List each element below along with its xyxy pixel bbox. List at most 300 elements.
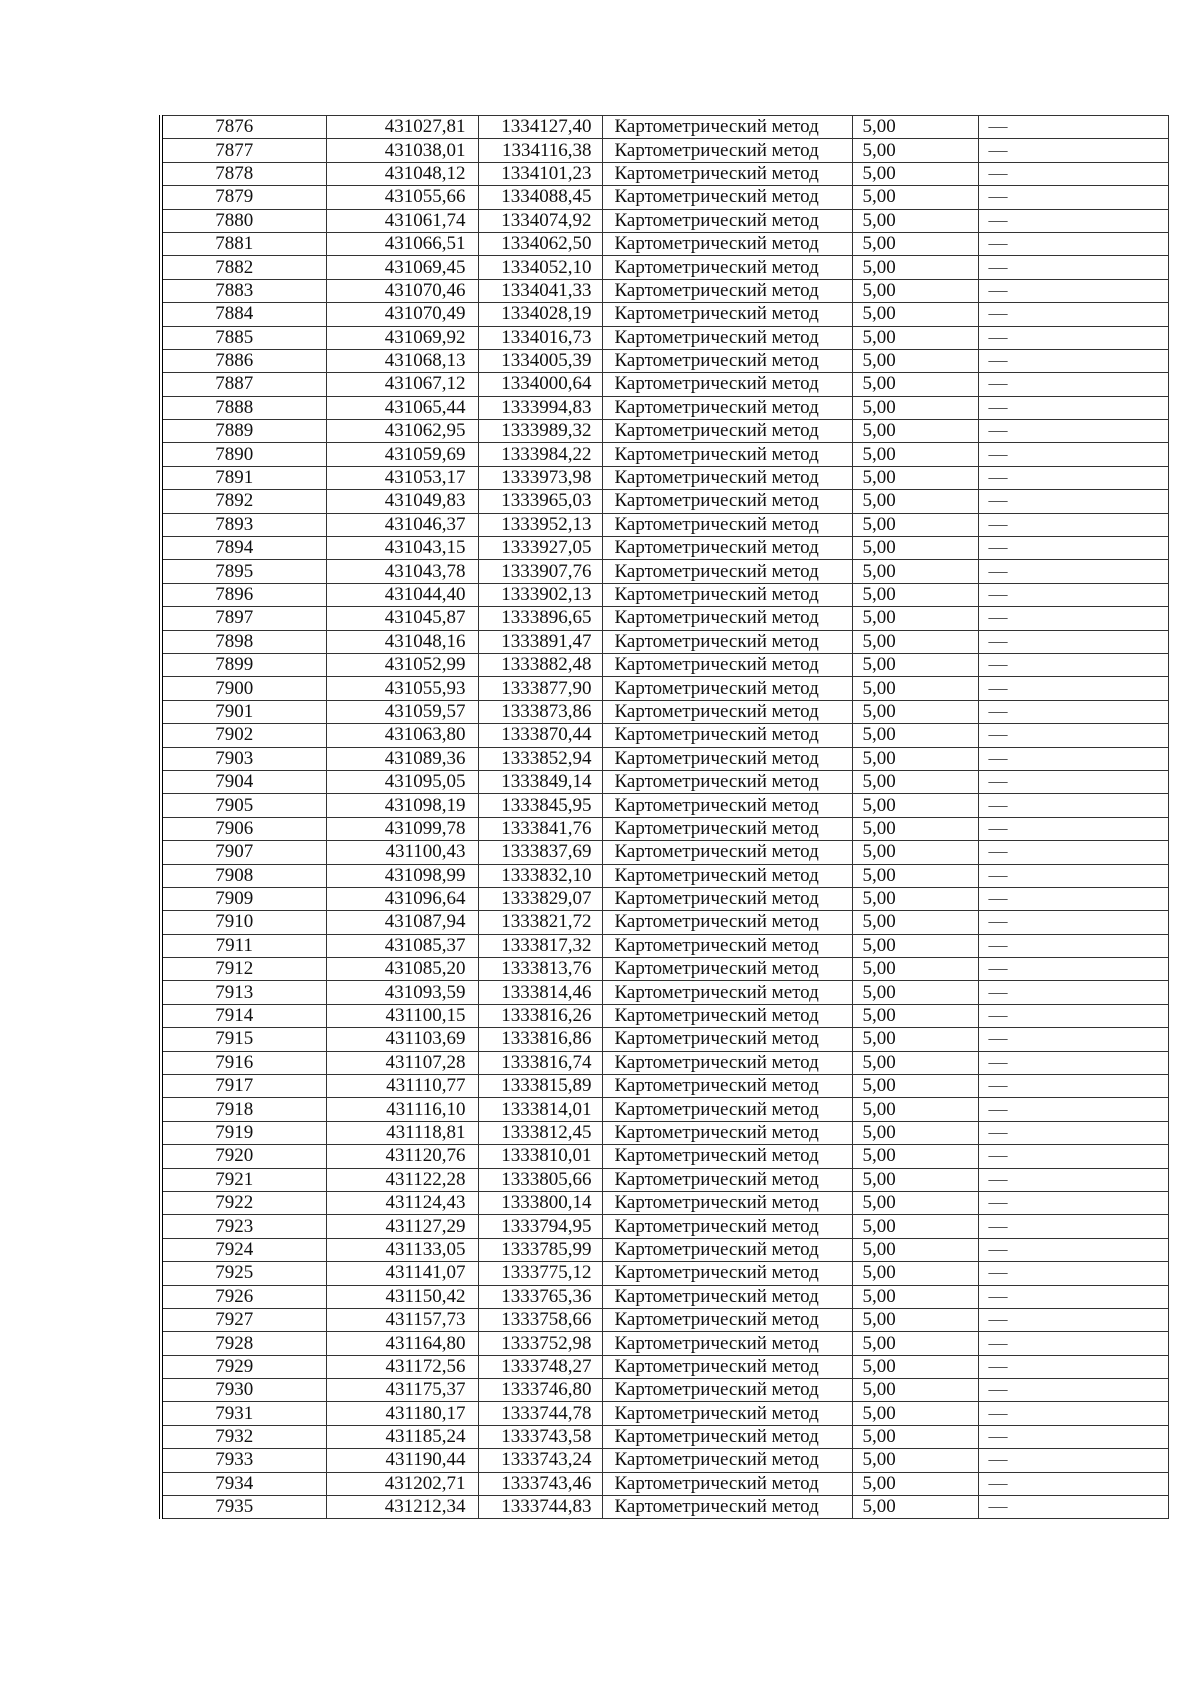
note-cell: —: [978, 958, 1168, 981]
note-cell: —: [978, 1191, 1168, 1214]
y-coordinate-cell: 1334016,73: [478, 326, 602, 349]
x-coordinate-cell: 431055,66: [326, 186, 478, 209]
y-coordinate-cell: 1333765,36: [478, 1285, 602, 1308]
point-number-cell: 7882: [161, 256, 326, 279]
method-cell: Картометрический метод: [602, 1145, 852, 1168]
note-cell: —: [978, 817, 1168, 840]
method-cell: Картометрический метод: [602, 841, 852, 864]
table-row: [161, 349, 1168, 372]
point-number-cell: 7935: [161, 1496, 326, 1519]
table-row: [161, 747, 1168, 770]
point-number-cell: 7884: [161, 303, 326, 326]
accuracy-cell: 5,00: [852, 794, 978, 817]
table-row: [161, 513, 1168, 536]
accuracy-cell: 5,00: [852, 1425, 978, 1448]
x-coordinate-cell: 431202,71: [326, 1472, 478, 1495]
point-number-cell: 7917: [161, 1075, 326, 1098]
x-coordinate-cell: 431063,80: [326, 724, 478, 747]
table-row: [161, 934, 1168, 957]
x-coordinate-cell: 431157,73: [326, 1308, 478, 1331]
table-row: [161, 443, 1168, 466]
x-coordinate-cell: 431053,17: [326, 466, 478, 489]
table-row: [161, 1028, 1168, 1051]
method-cell: Картометрический метод: [602, 443, 852, 466]
note-cell: —: [978, 1285, 1168, 1308]
accuracy-cell: 5,00: [852, 139, 978, 162]
x-coordinate-cell: 431103,69: [326, 1028, 478, 1051]
method-cell: Картометрический метод: [602, 490, 852, 513]
point-number-cell: 7891: [161, 466, 326, 489]
x-coordinate-cell: 431087,94: [326, 911, 478, 934]
y-coordinate-cell: 1333805,66: [478, 1168, 602, 1191]
accuracy-cell: 5,00: [852, 396, 978, 419]
y-coordinate-cell: 1333785,99: [478, 1238, 602, 1261]
note-cell: —: [978, 256, 1168, 279]
note-cell: —: [978, 326, 1168, 349]
y-coordinate-cell: 1333775,12: [478, 1262, 602, 1285]
table-row: [161, 139, 1168, 162]
accuracy-cell: 5,00: [852, 911, 978, 934]
accuracy-cell: 5,00: [852, 256, 978, 279]
note-cell: —: [978, 1215, 1168, 1238]
table-row: [161, 209, 1168, 232]
point-number-cell: 7925: [161, 1262, 326, 1285]
method-cell: Картометрический метод: [602, 1051, 852, 1074]
accuracy-cell: 5,00: [852, 1028, 978, 1051]
method-cell: Картометрический метод: [602, 1308, 852, 1331]
note-cell: —: [978, 116, 1168, 139]
method-cell: Картометрический метод: [602, 770, 852, 793]
x-coordinate-cell: 431150,42: [326, 1285, 478, 1308]
point-number-cell: 7931: [161, 1402, 326, 1425]
accuracy-cell: 5,00: [852, 1191, 978, 1214]
x-coordinate-cell: 431043,15: [326, 537, 478, 560]
y-coordinate-cell: 1333984,22: [478, 443, 602, 466]
accuracy-cell: 5,00: [852, 747, 978, 770]
accuracy-cell: 5,00: [852, 887, 978, 910]
method-cell: Картометрический метод: [602, 1075, 852, 1098]
point-number-cell: 7927: [161, 1308, 326, 1331]
point-number-cell: 7892: [161, 490, 326, 513]
table-row: [161, 1496, 1168, 1519]
y-coordinate-cell: 1333758,66: [478, 1308, 602, 1331]
point-number-cell: 7918: [161, 1098, 326, 1121]
table-row: [161, 1051, 1168, 1074]
point-number-cell: 7905: [161, 794, 326, 817]
method-cell: Картометрический метод: [602, 1379, 852, 1402]
method-cell: Картометрический метод: [602, 724, 852, 747]
note-cell: —: [978, 1051, 1168, 1074]
note-cell: —: [978, 794, 1168, 817]
method-cell: Картометрический метод: [602, 279, 852, 302]
y-coordinate-cell: 1334088,45: [478, 186, 602, 209]
x-coordinate-cell: 431127,29: [326, 1215, 478, 1238]
point-number-cell: 7883: [161, 279, 326, 302]
y-coordinate-cell: 1333891,47: [478, 630, 602, 653]
method-cell: Картометрический метод: [602, 1168, 852, 1191]
note-cell: —: [978, 911, 1168, 934]
table-row: [161, 841, 1168, 864]
note-cell: —: [978, 209, 1168, 232]
note-cell: —: [978, 630, 1168, 653]
note-cell: —: [978, 443, 1168, 466]
point-number-cell: 7903: [161, 747, 326, 770]
point-number-cell: 7901: [161, 700, 326, 723]
y-coordinate-cell: 1333896,65: [478, 607, 602, 630]
point-number-cell: 7904: [161, 770, 326, 793]
method-cell: Картометрический метод: [602, 607, 852, 630]
y-coordinate-cell: 1333810,01: [478, 1145, 602, 1168]
y-coordinate-cell: 1334000,64: [478, 373, 602, 396]
method-cell: Картометрический метод: [602, 209, 852, 232]
x-coordinate-cell: 431085,20: [326, 958, 478, 981]
method-cell: Картометрический метод: [602, 1121, 852, 1144]
accuracy-cell: 5,00: [852, 841, 978, 864]
table-row: [161, 1098, 1168, 1121]
y-coordinate-cell: 1333816,74: [478, 1051, 602, 1074]
accuracy-cell: 5,00: [852, 1308, 978, 1331]
accuracy-cell: 5,00: [852, 1075, 978, 1098]
y-coordinate-cell: 1333816,26: [478, 1004, 602, 1027]
point-number-cell: 7895: [161, 560, 326, 583]
accuracy-cell: 5,00: [852, 770, 978, 793]
y-coordinate-cell: 1333743,46: [478, 1472, 602, 1495]
method-cell: Картометрический метод: [602, 303, 852, 326]
table-row: [161, 1472, 1168, 1495]
accuracy-cell: 5,00: [852, 677, 978, 700]
method-cell: Картометрический метод: [602, 1004, 852, 1027]
note-cell: —: [978, 770, 1168, 793]
note-cell: —: [978, 537, 1168, 560]
method-cell: Картометрический метод: [602, 1472, 852, 1495]
method-cell: Картометрический метод: [602, 1238, 852, 1261]
table-row: [161, 724, 1168, 747]
x-coordinate-cell: 431093,59: [326, 981, 478, 1004]
y-coordinate-cell: 1333870,44: [478, 724, 602, 747]
y-coordinate-cell: 1333817,32: [478, 934, 602, 957]
point-number-cell: 7934: [161, 1472, 326, 1495]
table-row: [161, 583, 1168, 606]
y-coordinate-cell: 1333882,48: [478, 653, 602, 676]
point-number-cell: 7881: [161, 232, 326, 255]
accuracy-cell: 5,00: [852, 1496, 978, 1519]
method-cell: Картометрический метод: [602, 911, 852, 934]
method-cell: Картометрический метод: [602, 700, 852, 723]
accuracy-cell: 5,00: [852, 700, 978, 723]
y-coordinate-cell: 1334116,38: [478, 139, 602, 162]
accuracy-cell: 5,00: [852, 326, 978, 349]
x-coordinate-cell: 431095,05: [326, 770, 478, 793]
note-cell: —: [978, 466, 1168, 489]
table-row: [161, 700, 1168, 723]
note-cell: —: [978, 373, 1168, 396]
table-row: [161, 1004, 1168, 1027]
table-row: [161, 1191, 1168, 1214]
table-row: [161, 396, 1168, 419]
note-cell: —: [978, 490, 1168, 513]
method-cell: Картометрический метод: [602, 1332, 852, 1355]
x-coordinate-cell: 431164,80: [326, 1332, 478, 1355]
note-cell: —: [978, 396, 1168, 419]
x-coordinate-cell: 431133,05: [326, 1238, 478, 1261]
accuracy-cell: 5,00: [852, 209, 978, 232]
note-cell: —: [978, 864, 1168, 887]
point-number-cell: 7879: [161, 186, 326, 209]
method-cell: Картометрический метод: [602, 139, 852, 162]
point-number-cell: 7922: [161, 1191, 326, 1214]
note-cell: —: [978, 607, 1168, 630]
accuracy-cell: 5,00: [852, 232, 978, 255]
point-number-cell: 7890: [161, 443, 326, 466]
accuracy-cell: 5,00: [852, 490, 978, 513]
accuracy-cell: 5,00: [852, 186, 978, 209]
x-coordinate-cell: 431049,83: [326, 490, 478, 513]
x-coordinate-cell: 431066,51: [326, 232, 478, 255]
point-number-cell: 7886: [161, 349, 326, 372]
y-coordinate-cell: 1333746,80: [478, 1379, 602, 1402]
x-coordinate-cell: 431116,10: [326, 1098, 478, 1121]
note-cell: —: [978, 747, 1168, 770]
table-row: [161, 1355, 1168, 1378]
table-row: [161, 1145, 1168, 1168]
x-coordinate-cell: 431067,12: [326, 373, 478, 396]
note-cell: —: [978, 583, 1168, 606]
point-number-cell: 7908: [161, 864, 326, 887]
table-row: [161, 653, 1168, 676]
note-cell: —: [978, 724, 1168, 747]
x-coordinate-cell: 431069,45: [326, 256, 478, 279]
method-cell: Картометрический метод: [602, 817, 852, 840]
y-coordinate-cell: 1333813,76: [478, 958, 602, 981]
x-coordinate-cell: 431089,36: [326, 747, 478, 770]
accuracy-cell: 5,00: [852, 607, 978, 630]
note-cell: —: [978, 700, 1168, 723]
accuracy-cell: 5,00: [852, 1472, 978, 1495]
note-cell: —: [978, 1355, 1168, 1378]
method-cell: Картометрический метод: [602, 373, 852, 396]
table-row: [161, 1168, 1168, 1191]
method-cell: Картометрический метод: [602, 677, 852, 700]
point-number-cell: 7916: [161, 1051, 326, 1074]
y-coordinate-cell: 1333852,94: [478, 747, 602, 770]
method-cell: Картометрический метод: [602, 630, 852, 653]
method-cell: Картометрический метод: [602, 256, 852, 279]
y-coordinate-cell: 1334062,50: [478, 232, 602, 255]
note-cell: —: [978, 981, 1168, 1004]
table-row: [161, 1215, 1168, 1238]
point-number-cell: 7928: [161, 1332, 326, 1355]
y-coordinate-cell: 1333752,98: [478, 1332, 602, 1355]
table-row: [161, 326, 1168, 349]
y-coordinate-cell: 1333744,83: [478, 1496, 602, 1519]
note-cell: —: [978, 653, 1168, 676]
table-row: [161, 256, 1168, 279]
accuracy-cell: 5,00: [852, 981, 978, 1004]
x-coordinate-cell: 431059,69: [326, 443, 478, 466]
method-cell: Картометрический метод: [602, 396, 852, 419]
point-number-cell: 7915: [161, 1028, 326, 1051]
y-coordinate-cell: 1333829,07: [478, 887, 602, 910]
method-cell: Картометрический метод: [602, 162, 852, 185]
point-number-cell: 7933: [161, 1449, 326, 1472]
y-coordinate-cell: 1333832,10: [478, 864, 602, 887]
point-number-cell: 7907: [161, 841, 326, 864]
point-number-cell: 7893: [161, 513, 326, 536]
table-row: [161, 490, 1168, 513]
accuracy-cell: 5,00: [852, 1168, 978, 1191]
note-cell: —: [978, 279, 1168, 302]
point-number-cell: 7912: [161, 958, 326, 981]
y-coordinate-cell: 1334028,19: [478, 303, 602, 326]
table-row: [161, 1075, 1168, 1098]
y-coordinate-cell: 1334101,23: [478, 162, 602, 185]
note-cell: —: [978, 139, 1168, 162]
x-coordinate-cell: 431059,57: [326, 700, 478, 723]
note-cell: —: [978, 1332, 1168, 1355]
coordinates-table: [159, 115, 1169, 1519]
method-cell: Картометрический метод: [602, 513, 852, 536]
method-cell: Картометрический метод: [602, 887, 852, 910]
accuracy-cell: 5,00: [852, 630, 978, 653]
method-cell: Картометрический метод: [602, 349, 852, 372]
y-coordinate-cell: 1334052,10: [478, 256, 602, 279]
y-coordinate-cell: 1333989,32: [478, 420, 602, 443]
note-cell: —: [978, 1308, 1168, 1331]
x-coordinate-cell: 431044,40: [326, 583, 478, 606]
note-cell: —: [978, 1098, 1168, 1121]
point-number-cell: 7924: [161, 1238, 326, 1261]
point-number-cell: 7896: [161, 583, 326, 606]
note-cell: —: [978, 1075, 1168, 1098]
point-number-cell: 7906: [161, 817, 326, 840]
table-row: [161, 1402, 1168, 1425]
y-coordinate-cell: 1333994,83: [478, 396, 602, 419]
y-coordinate-cell: 1333927,05: [478, 537, 602, 560]
note-cell: —: [978, 349, 1168, 372]
table-row: [161, 1308, 1168, 1331]
point-number-cell: 7876: [161, 116, 326, 139]
y-coordinate-cell: 1333877,90: [478, 677, 602, 700]
method-cell: Картометрический метод: [602, 1402, 852, 1425]
point-number-cell: 7887: [161, 373, 326, 396]
accuracy-cell: 5,00: [852, 583, 978, 606]
accuracy-cell: 5,00: [852, 653, 978, 676]
x-coordinate-cell: 431098,99: [326, 864, 478, 887]
y-coordinate-cell: 1333907,76: [478, 560, 602, 583]
x-coordinate-cell: 431100,43: [326, 841, 478, 864]
method-cell: Картометрический метод: [602, 116, 852, 139]
x-coordinate-cell: 431068,13: [326, 349, 478, 372]
accuracy-cell: 5,00: [852, 373, 978, 396]
accuracy-cell: 5,00: [852, 1379, 978, 1402]
note-cell: —: [978, 1449, 1168, 1472]
y-coordinate-cell: 1333902,13: [478, 583, 602, 606]
x-coordinate-cell: 431062,95: [326, 420, 478, 443]
method-cell: Картометрический метод: [602, 794, 852, 817]
table-row: [161, 466, 1168, 489]
table-row: [161, 1262, 1168, 1285]
x-coordinate-cell: 431048,16: [326, 630, 478, 653]
point-number-cell: 7894: [161, 537, 326, 560]
table-row: [161, 1332, 1168, 1355]
accuracy-cell: 5,00: [852, 466, 978, 489]
point-number-cell: 7902: [161, 724, 326, 747]
method-cell: Картометрический метод: [602, 326, 852, 349]
point-number-cell: 7885: [161, 326, 326, 349]
x-coordinate-cell: 431070,46: [326, 279, 478, 302]
y-coordinate-cell: 1333814,01: [478, 1098, 602, 1121]
point-number-cell: 7929: [161, 1355, 326, 1378]
point-number-cell: 7919: [161, 1121, 326, 1144]
x-coordinate-cell: 431055,93: [326, 677, 478, 700]
point-number-cell: 7923: [161, 1215, 326, 1238]
x-coordinate-cell: 431107,28: [326, 1051, 478, 1074]
point-number-cell: 7911: [161, 934, 326, 957]
y-coordinate-cell: 1333845,95: [478, 794, 602, 817]
x-coordinate-cell: 431069,92: [326, 326, 478, 349]
y-coordinate-cell: 1333815,89: [478, 1075, 602, 1098]
note-cell: —: [978, 1496, 1168, 1519]
method-cell: Картометрический метод: [602, 1496, 852, 1519]
table-row: [161, 373, 1168, 396]
x-coordinate-cell: 431118,81: [326, 1121, 478, 1144]
method-cell: Картометрический метод: [602, 1028, 852, 1051]
table-row: [161, 1425, 1168, 1448]
accuracy-cell: 5,00: [852, 1332, 978, 1355]
table-row: [161, 677, 1168, 700]
note-cell: —: [978, 186, 1168, 209]
method-cell: Картометрический метод: [602, 864, 852, 887]
point-number-cell: 7914: [161, 1004, 326, 1027]
note-cell: —: [978, 934, 1168, 957]
x-coordinate-cell: 431046,37: [326, 513, 478, 536]
note-cell: —: [978, 513, 1168, 536]
note-cell: —: [978, 1145, 1168, 1168]
accuracy-cell: 5,00: [852, 864, 978, 887]
x-coordinate-cell: 431052,99: [326, 653, 478, 676]
point-number-cell: 7921: [161, 1168, 326, 1191]
y-coordinate-cell: 1333743,24: [478, 1449, 602, 1472]
table-row: [161, 186, 1168, 209]
x-coordinate-cell: 431061,74: [326, 209, 478, 232]
y-coordinate-cell: 1333748,27: [478, 1355, 602, 1378]
x-coordinate-cell: 431096,64: [326, 887, 478, 910]
note-cell: —: [978, 1004, 1168, 1027]
method-cell: Картометрический метод: [602, 186, 852, 209]
accuracy-cell: 5,00: [852, 1449, 978, 1472]
table-row: [161, 630, 1168, 653]
x-coordinate-cell: 431124,43: [326, 1191, 478, 1214]
note-cell: —: [978, 420, 1168, 443]
table-row: [161, 958, 1168, 981]
table-row: [161, 116, 1168, 139]
method-cell: Картометрический метод: [602, 560, 852, 583]
table-row: [161, 817, 1168, 840]
point-number-cell: 7909: [161, 887, 326, 910]
x-coordinate-cell: 431038,01: [326, 139, 478, 162]
note-cell: —: [978, 162, 1168, 185]
x-coordinate-cell: 431085,37: [326, 934, 478, 957]
point-number-cell: 7910: [161, 911, 326, 934]
x-coordinate-cell: 431065,44: [326, 396, 478, 419]
accuracy-cell: 5,00: [852, 1285, 978, 1308]
x-coordinate-cell: 431045,87: [326, 607, 478, 630]
y-coordinate-cell: 1333794,95: [478, 1215, 602, 1238]
y-coordinate-cell: 1333800,14: [478, 1191, 602, 1214]
note-cell: —: [978, 1121, 1168, 1144]
table-row: [161, 303, 1168, 326]
accuracy-cell: 5,00: [852, 1098, 978, 1121]
